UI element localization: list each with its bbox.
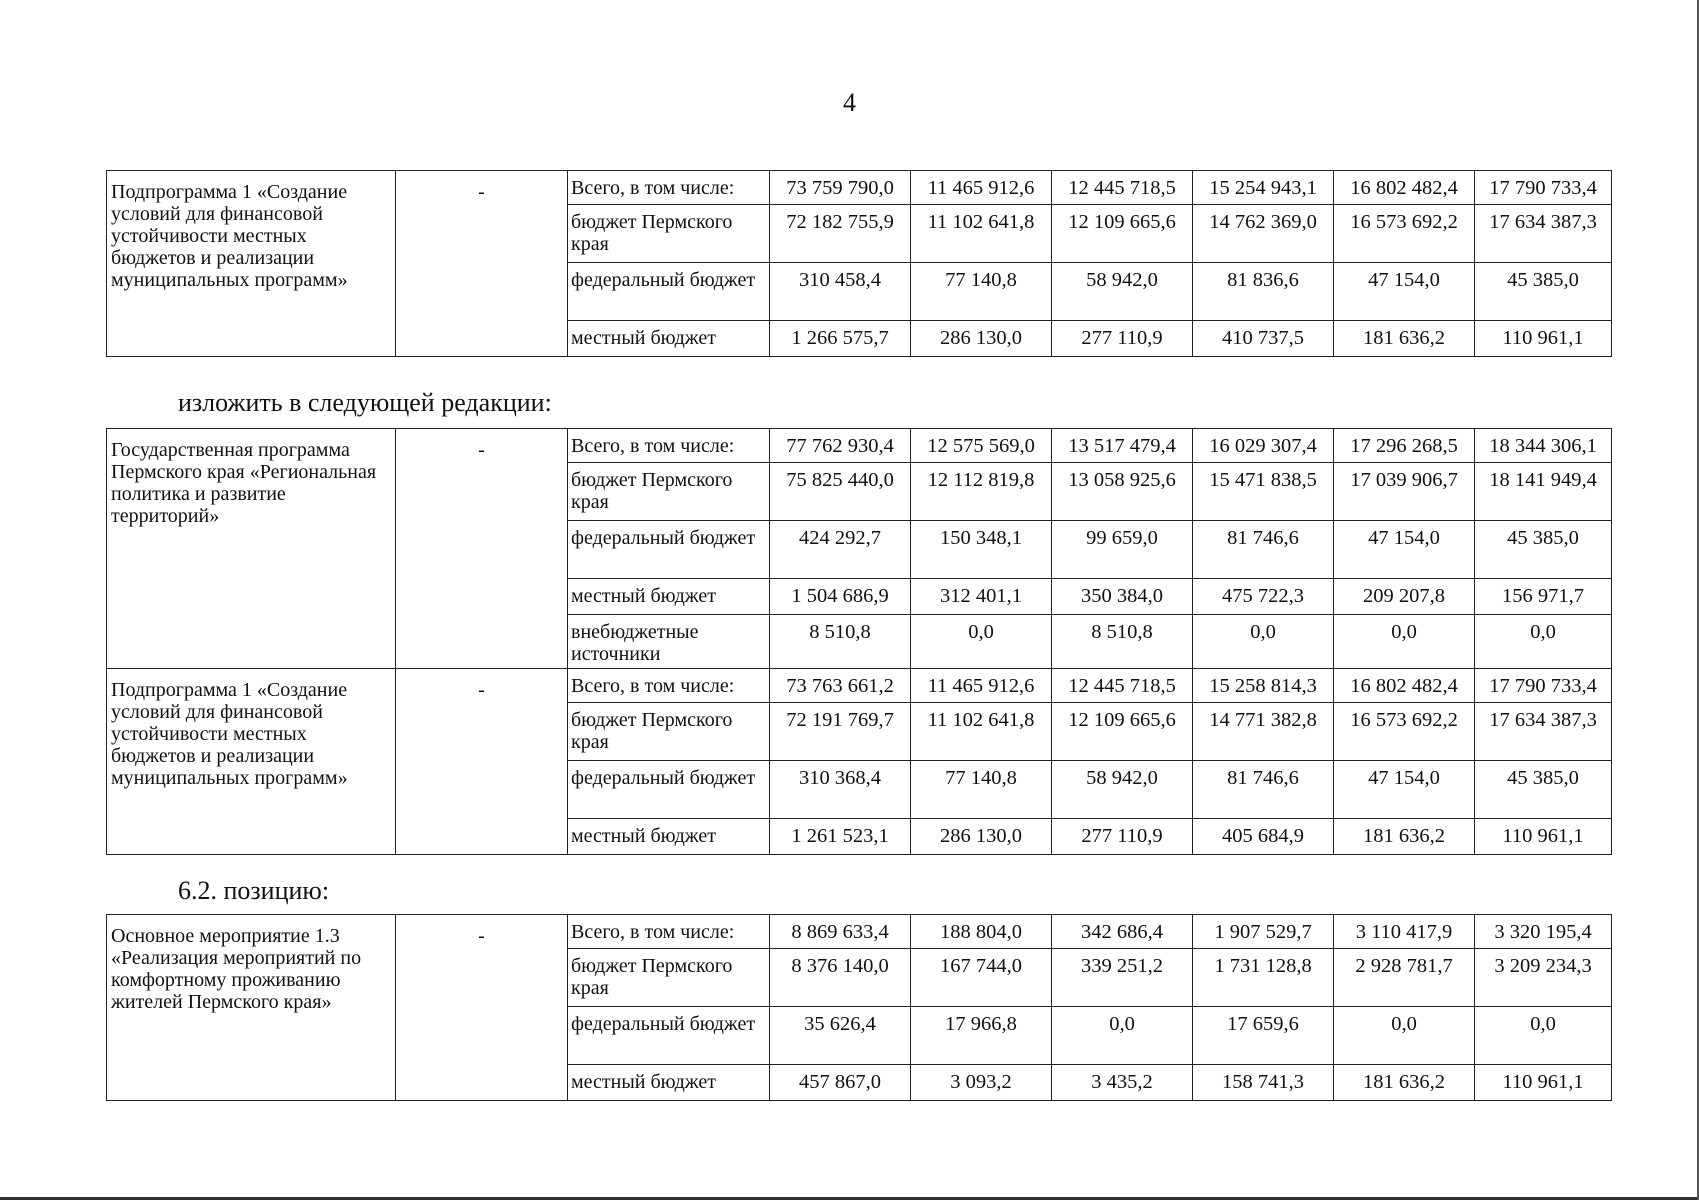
amount-cell: 18 141 949,4 [1475,463,1612,521]
amount-cell: 277 110,9 [1052,819,1193,855]
amount-cell: 181 636,2 [1334,819,1475,855]
amount-cell: 158 741,3 [1193,1065,1334,1101]
funding-source-cell: бюджет Пермского края [568,703,770,761]
amount-cell: 72 191 769,7 [770,703,911,761]
amount-cell: 72 182 755,9 [770,205,911,263]
amount-cell: 405 684,9 [1193,819,1334,855]
amount-cell: 99 659,0 [1052,521,1193,579]
funding-source-cell: федеральный бюджет [568,521,770,579]
amount-cell: 0,0 [1334,615,1475,669]
amount-cell: 286 130,0 [911,819,1052,855]
program-name-cell: Государственная программа Пермского края «Региональная политика и развитие территорий» [107,429,396,669]
executor-cell: - [396,915,568,1101]
amount-cell: 15 471 838,5 [1193,463,1334,521]
table-row [107,669,1612,703]
amount-cell: 410 737,5 [1193,321,1334,357]
amount-cell: 81 746,6 [1193,761,1334,819]
amount-cell: 13 058 925,6 [1052,463,1193,521]
amount-cell: 310 368,4 [770,761,911,819]
amount-cell: 16 802 482,4 [1334,669,1475,703]
amount-cell: 77 140,8 [911,263,1052,321]
amount-cell: 350 384,0 [1052,579,1193,615]
program-name-cell: Подпрограмма 1 «Создание условий для финансовой устойчивости местных бюджетов и реализации муниципальных программ» [107,669,396,855]
amount-cell: 73 759 790,0 [770,171,911,205]
amount-cell: 47 154,0 [1334,761,1475,819]
amount-cell: 188 804,0 [911,915,1052,949]
amount-cell: 16 029 307,4 [1193,429,1334,463]
amount-cell: 0,0 [1334,1007,1475,1065]
amount-cell: 17 634 387,3 [1475,205,1612,263]
amount-cell: 35 626,4 [770,1007,911,1065]
section-intro-1: изложить в следующей редакции: [178,388,552,417]
amount-cell: 181 636,2 [1334,1065,1475,1101]
amount-cell: 15 254 943,1 [1193,171,1334,205]
amount-cell: 0,0 [911,615,1052,669]
executor-cell: - [396,429,568,669]
funding-source-cell: внебюджетные источники [568,615,770,669]
amount-cell: 8 510,8 [770,615,911,669]
amount-cell: 424 292,7 [770,521,911,579]
funding-source-cell: местный бюджет [568,579,770,615]
funding-source-cell: Всего, в том числе: [568,429,770,463]
funding-source-cell: местный бюджет [568,1065,770,1101]
amount-cell: 310 458,4 [770,263,911,321]
funding-source-cell: бюджет Пермского края [568,949,770,1007]
amount-cell: 11 465 912,6 [911,669,1052,703]
amount-cell: 3 435,2 [1052,1065,1193,1101]
amount-cell: 77 140,8 [911,761,1052,819]
amount-cell: 8 869 633,4 [770,915,911,949]
funding-source-cell: бюджет Пермского края [568,205,770,263]
amount-cell: 16 573 692,2 [1334,703,1475,761]
amount-cell: 73 763 661,2 [770,669,911,703]
amount-cell: 0,0 [1475,1007,1612,1065]
amount-cell: 16 802 482,4 [1334,171,1475,205]
amount-cell: 17 790 733,4 [1475,171,1612,205]
amount-cell: 13 517 479,4 [1052,429,1193,463]
amount-cell: 12 445 718,5 [1052,669,1193,703]
amount-cell: 3 093,2 [911,1065,1052,1101]
amount-cell: 457 867,0 [770,1065,911,1101]
amount-cell: 15 258 814,3 [1193,669,1334,703]
amount-cell: 312 401,1 [911,579,1052,615]
funding-source-cell: Всего, в том числе: [568,171,770,205]
amount-cell: 47 154,0 [1334,263,1475,321]
amount-cell: 77 762 930,4 [770,429,911,463]
amount-cell: 11 102 641,8 [911,703,1052,761]
amount-cell: 75 825 440,0 [770,463,911,521]
section-intro-2: 6.2. позицию: [178,876,330,905]
amount-cell: 12 445 718,5 [1052,171,1193,205]
table-row [107,915,1612,949]
amount-cell: 110 961,1 [1475,819,1612,855]
page-number: 4 [843,88,856,117]
amount-cell: 150 348,1 [911,521,1052,579]
amount-cell: 45 385,0 [1475,761,1612,819]
amount-cell: 209 207,8 [1334,579,1475,615]
amount-cell: 45 385,0 [1475,521,1612,579]
amount-cell: 8 510,8 [1052,615,1193,669]
amount-cell: 47 154,0 [1334,521,1475,579]
budget-table-2 [106,428,1612,855]
funding-source-cell: бюджет Пермского края [568,463,770,521]
amount-cell: 286 130,0 [911,321,1052,357]
amount-cell: 110 961,1 [1475,321,1612,357]
program-name-cell: Подпрограмма 1 «Создание условий для финансовой устойчивости местных бюджетов и реализации муниципальных программ» [107,171,396,357]
amount-cell: 475 722,3 [1193,579,1334,615]
funding-source-cell: федеральный бюджет [568,263,770,321]
funding-source-cell: Всего, в том числе: [568,669,770,703]
amount-cell: 110 961,1 [1475,1065,1612,1101]
executor-cell: - [396,171,568,357]
amount-cell: 0,0 [1052,1007,1193,1065]
amount-cell: 14 762 369,0 [1193,205,1334,263]
amount-cell: 17 790 733,4 [1475,669,1612,703]
budget-table-3 [106,914,1612,1101]
amount-cell: 3 209 234,3 [1475,949,1612,1007]
table-row [107,429,1612,463]
amount-cell: 12 575 569,0 [911,429,1052,463]
amount-cell: 181 636,2 [1334,321,1475,357]
program-name-cell: Основное мероприятие 1.3 «Реализация мероприятий по комфортному проживанию жителей Пермского края» [107,915,396,1101]
amount-cell: 8 376 140,0 [770,949,911,1007]
funding-source-cell: местный бюджет [568,321,770,357]
amount-cell: 17 039 906,7 [1334,463,1475,521]
funding-source-cell: федеральный бюджет [568,1007,770,1065]
amount-cell: 14 771 382,8 [1193,703,1334,761]
amount-cell: 1 261 523,1 [770,819,911,855]
amount-cell: 156 971,7 [1475,579,1612,615]
amount-cell: 17 966,8 [911,1007,1052,1065]
amount-cell: 12 109 665,6 [1052,703,1193,761]
amount-cell: 81 746,6 [1193,521,1334,579]
funding-source-cell: Всего, в том числе: [568,915,770,949]
amount-cell: 1 907 529,7 [1193,915,1334,949]
amount-cell: 16 573 692,2 [1334,205,1475,263]
funding-source-cell: местный бюджет [568,819,770,855]
amount-cell: 167 744,0 [911,949,1052,1007]
amount-cell: 0,0 [1193,615,1334,669]
amount-cell: 45 385,0 [1475,263,1612,321]
amount-cell: 1 504 686,9 [770,579,911,615]
amount-cell: 3 320 195,4 [1475,915,1612,949]
amount-cell: 12 112 819,8 [911,463,1052,521]
amount-cell: 277 110,9 [1052,321,1193,357]
amount-cell: 1 266 575,7 [770,321,911,357]
amount-cell: 58 942,0 [1052,263,1193,321]
amount-cell: 3 110 417,9 [1334,915,1475,949]
funding-source-cell: федеральный бюджет [568,761,770,819]
amount-cell: 58 942,0 [1052,761,1193,819]
amount-cell: 17 634 387,3 [1475,703,1612,761]
amount-cell: 12 109 665,6 [1052,205,1193,263]
amount-cell: 17 659,6 [1193,1007,1334,1065]
amount-cell: 18 344 306,1 [1475,429,1612,463]
amount-cell: 81 836,6 [1193,263,1334,321]
amount-cell: 2 928 781,7 [1334,949,1475,1007]
amount-cell: 339 251,2 [1052,949,1193,1007]
amount-cell: 17 296 268,5 [1334,429,1475,463]
amount-cell: 342 686,4 [1052,915,1193,949]
table-row [107,171,1612,205]
executor-cell: - [396,669,568,855]
budget-table-1 [106,170,1612,357]
amount-cell: 1 731 128,8 [1193,949,1334,1007]
amount-cell: 11 102 641,8 [911,205,1052,263]
amount-cell: 11 465 912,6 [911,171,1052,205]
amount-cell: 0,0 [1475,615,1612,669]
